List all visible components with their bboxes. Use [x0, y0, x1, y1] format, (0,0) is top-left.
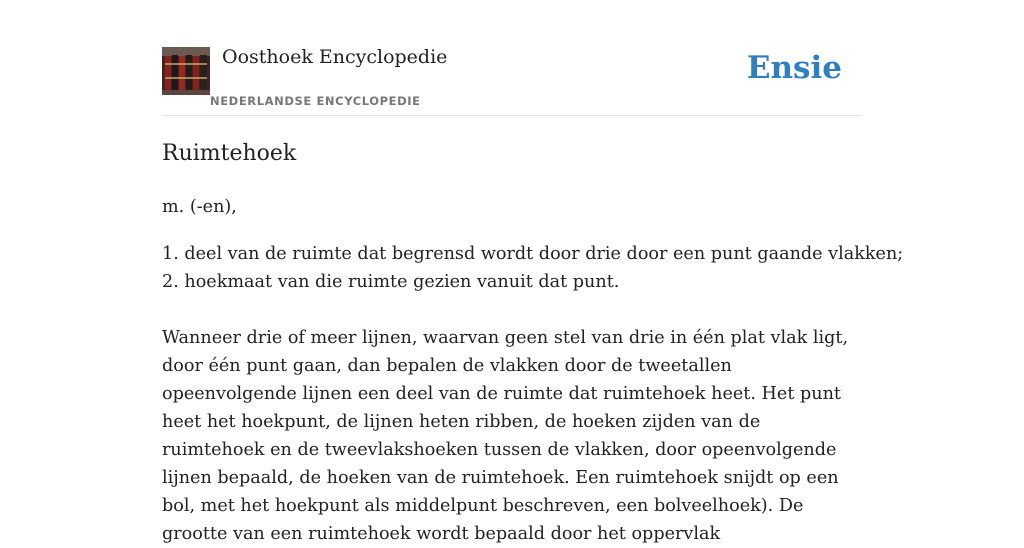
- definition-item: 2. hoekmaat van die ruimte gezien vanuit dat punt.: [162, 272, 620, 292]
- entry-body: Wanneer drie of meer lijnen, waarvan geen stel van drie in één plat vlak ligt, door één punt gaan, dan bepalen de vlakken door de tweetallen opeenvolgende lijnen een deel van de ruimte dat ruimtehoek heet. Het punt heet het hoekpunt, de lijnen heten ribben, de hoeken zijden van de ruimtehoek en de tweevlakshoeken tussen de vlakken, door opeenvolgende lijnen bepaald, de hoeken van de ruimtehoek. Een ruimtehoek snijdt op een bol, met het hoekpunt als middelpunt beschreven, een bolveelhoek). De grootte van een ruimtehoek wordt bepaald door het oppervlak: [162, 328, 849, 544]
- encyclopedia-books-icon: [162, 47, 210, 95]
- site-avatar[interactable]: [162, 47, 210, 95]
- entry-content: [162, 193, 904, 548]
- entry-grammar: m. (-en),: [162, 197, 237, 217]
- entry-definitions: [162, 240, 904, 296]
- header-divider: [162, 115, 862, 116]
- entry-title: Ruimtehoek: [162, 141, 297, 166]
- site-title[interactable]: Oosthoek Encyclopedie: [222, 46, 448, 68]
- brand-logo[interactable]: Ensie: [746, 50, 842, 86]
- site-subtitle: NEDERLANDSE ENCYCLOPEDIE: [210, 94, 421, 108]
- definition-item: 1. deel van de ruimte dat begrensd wordt door drie door een punt gaande vlakken;: [162, 244, 904, 264]
